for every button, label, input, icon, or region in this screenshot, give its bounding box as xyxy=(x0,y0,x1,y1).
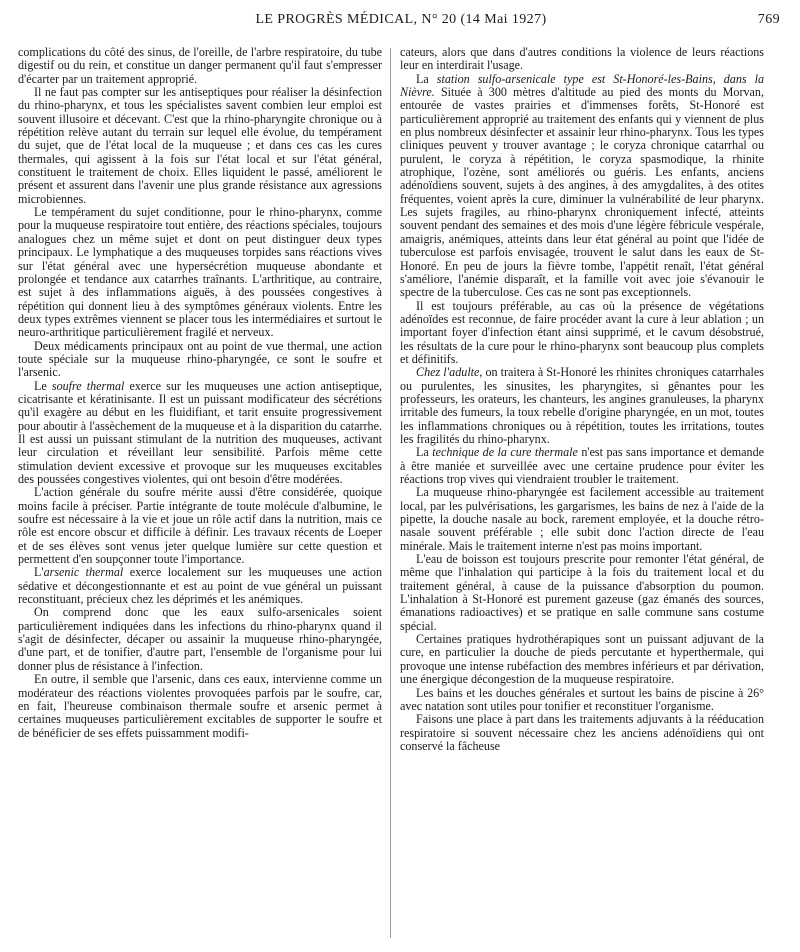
paragraph: L'arsenic thermal exerce localement sur les muqueuses une action sédative et décongestionnante et est au point de vue général un puissant reconstituant, précieux chez les déprimés et les anémiques. xyxy=(18,565,382,607)
right-column xyxy=(400,46,764,946)
paragraph: L'eau de boisson est toujours prescrite pour remonter l'état général, de même que l'inhalation qui participe à la fois du traitement local et du traitement général, à cause de la puissance d'absorption du poumon. L'inhalation à St-Honoré est purement gazeuse (gaz émanés des sources, émanations radioactives) et se pratique en salle commune sans costume spécial. xyxy=(400,552,764,633)
paragraph: Faisons une place à part dans les traitements adjuvants à la rééducation respiratoire si souvent nécessaire chez les anciens adénoïdiens qui ont conservé la fâcheuse xyxy=(400,712,764,753)
paragraph: La technique de la cure thermale n'est pas sans importance et demande à être maniée et surveillée avec une certaine prudence pour éviter les réactions trop vives qui viendraient troubler le traitement. xyxy=(400,445,764,486)
paragraph: Chez l'adulte, on traitera à St-Honoré les rhinites chroniques catarrhales ou purulentes, les sinusites, les pharyngites, si gênantes pour les professeurs, les orateurs, les chanteurs, les angines granuleuses, la pharynx irritable des fumeurs, la toux rebelle d'origine pharyngée, en un mot, toutes les inflammations chroniques ou à répétition, toutes les irritations, toutes les fragilités du rhino-pharynx. xyxy=(400,365,764,446)
paragraph: On comprend donc que les eaux sulfo-arsenicales soient particulièrement indiquées dans les infections du rhino-pharynx quand il s'agit de désinfecter, décaper ou assainir la muqueuse rhino-pharyngée, d'une part, et de tonifier, d'autre part, l'ensemble de l'organisme pour lui donner plus de résistance à l'infection. xyxy=(18,605,382,673)
paragraph: Les bains et les douches générales et surtout les bains de piscine à 26° avec natation sont utiles pour tonifier et reconstituer l'organisme. xyxy=(400,685,764,713)
paragraph: Certaines pratiques hydrothérapiques sont un puissant adjuvant de la cure, en particulier la douche de pieds percutante et hyperthermale, qui provoque une intense rubéfaction des membres inférieurs et par dérivation, une énergique décongestion de la muqueuse respiratoire. xyxy=(400,632,764,687)
running-header xyxy=(18,12,784,32)
paragraph: La station sulfo-arsenicale type est St-Honoré-les-Bains, dans la Nièvre. Située à 300 mètres d'altitude au pied des monts du Morvan, entourée de vastes prairies et d'immenses forêts, St-Honoré est particulièrement approprié au traitement des enfants qui y viennent de plus en plus nombreux désinfecter et assainir leur rhino-pharynx. Tous les types cliniques peuvent y trouver avantage ; le coryza chronique catarrhal ou purulent, le coryza à répétition, le coryza spasmodique, la rhinite atrophique, l'ozène, sont améliorés ou guéris. Les enfants, anciens adénoïdiens souvent, sujets à des angines, à des amygdalites, à des otites fréquentes, voient après la cure, diminuer la vulnérabilité de leur pharynx. Les sujets fragiles, au rhino-pharynx chroniquement infecté, atteints souvent pendant des semaines et des mois d'une légère fébricule vespérale, amaigris, anémiques, atteints dans leur état général au point que l'idée de tuberculose est parfois envisagée, trouvent le salut dans les eaux de St-Honoré. En peu de jours la fièvre tombe, l'appétit renaît, l'état général s'améliore, l'anémie disparaît, et la famille voit avec joie s'évanouir le spectre de la tuberculose. Ces cas ne sont pas exceptionnels. xyxy=(400,71,764,300)
paragraph: Deux médicaments principaux ont au point de vue thermal, une action toute spéciale sur la muqueuse rhino-pharyngée, ce sont le soufre et l'arsenic. xyxy=(18,338,382,380)
paragraph: Il ne faut pas compter sur les antiseptiques pour réaliser la désinfection du rhino-pharynx, et tous les spécialistes savent combien leur emploi est souvent illusoire et décevant. C'est que la rhino-pharyngite chronique ou à répétition relève autant du terrain sur lequel elle évolue, du tempérament du sujet, que de l'état local de la muqueuse ; et dans ces cas les cures thermales, qui agissent à la fois sur l'état local et sur l'état général, constituent le traitement de choix. Elles liquident le passé, améliorent le présent et assurent dans l'avenir une plus grande résistance aux agressions microbiennes. xyxy=(18,85,382,206)
page-number: 769 xyxy=(757,12,780,27)
paragraph: En outre, il semble que l'arsenic, dans ces eaux, intervienne comme un modérateur des réactions violentes provoquées parfois par le soufre, car, en fait, l'heureuse combinaison thermale soufre et arsenic permet à certaines muqueuses particulièrement excitables de supporter le soufre et de bénéficier de ses effets puissamment modifi- xyxy=(18,672,382,740)
paragraph: complications du côté des sinus, de l'oreille, de l'arbre respiratoire, du tube digestif ou du rein, et constitue un danger permanent qu'il faut s'empresser d'écarter par un traitement approprié. xyxy=(18,46,382,86)
paragraph: L'action générale du soufre mérite aussi d'être considérée, quoique moins facile à préciser. Partie intégrante de toute molécule d'albumine, le soufre est nécessaire à la vie et joue un rôle actif dans la nutrition, mais ce rôle est encore obscur et difficile à définir. Les travaux récents de Loeper et de ses élèves sont venus jeter quelque lumière sur cette question et permettent d'en soupçonner toute l'importance. xyxy=(18,485,382,567)
column-divider xyxy=(390,48,391,938)
paragraph: Il est toujours préférable, au cas où la présence de végétations adénoïdes est reconnue, de faire procéder avant la cure à leur ablation ; un important foyer d'infection étant ainsi supprimé, et le cavum désobstrué, les résultats de la cure pour le rhino-pharynx sont beaucoup plus complets et définitifs. xyxy=(400,298,764,366)
paragraph: Le tempérament du sujet conditionne, pour le rhino-pharynx, comme pour la muqueuse respiratoire tout entière, des réactions spéciales, toujours analogues chez un même sujet et dont on peut distinguer deux types principaux. Le lymphatique a des muqueuses torpides sans réactions vives sur l'état général avec une hypersécrétion muqueuse abondante et prolongée et tendance aux catarrhes traînants. L'arthritique, au contraire, est sujet à des inflammations aiguës, à des poussées congestives à répétition qui donnent lieu à des symptômes généraux violents. Entre les deux types extrêmes viennent se placer tous les intermédiaires et surtout le neuro-arthritique particulièrement fragilé et nerveux. xyxy=(18,205,382,340)
paragraph: cateurs, alors que dans d'autres conditions la violence de leurs réactions leur en interdirait l'usage. xyxy=(400,46,764,73)
paragraph: Le soufre thermal exerce sur les muqueuses une action antiseptique, cicatrisante et kératinisante. Il est un puissant modificateur des sécrétions qu'il exagère au début en les fluidifiant, et tarit ensuite progressivement pour aboutir à l'assèchement de la muqueuse et à la disparition du catarrhe. Il est aussi un puissant stimulant de la nutrition des muqueuses, activant leur circulation et réveillant leur sensibilité. Parfois même cette stimulation devient excessive et provoque sur les muqueuses excitables des poussées congestives violentes, qui ont besoin d'être modérées. xyxy=(18,378,382,486)
paragraph: La muqueuse rhino-pharyngée est facilement accessible au traitement local, par les pulvérisations, les gargarismes, les bains de nez à l'aide de la pipette, la douche nasale au bock, rarement employée, et la douche rétro-nasale souvent préférable ; elle subit donc l'action directe de l'eau minérale. Mais le traitement interne n'est pas moins important. xyxy=(400,485,764,553)
journal-title: LE PROGRÈS MÉDICAL, N° 20 (14 Mai 1927) xyxy=(255,12,547,27)
left-column xyxy=(18,46,382,946)
